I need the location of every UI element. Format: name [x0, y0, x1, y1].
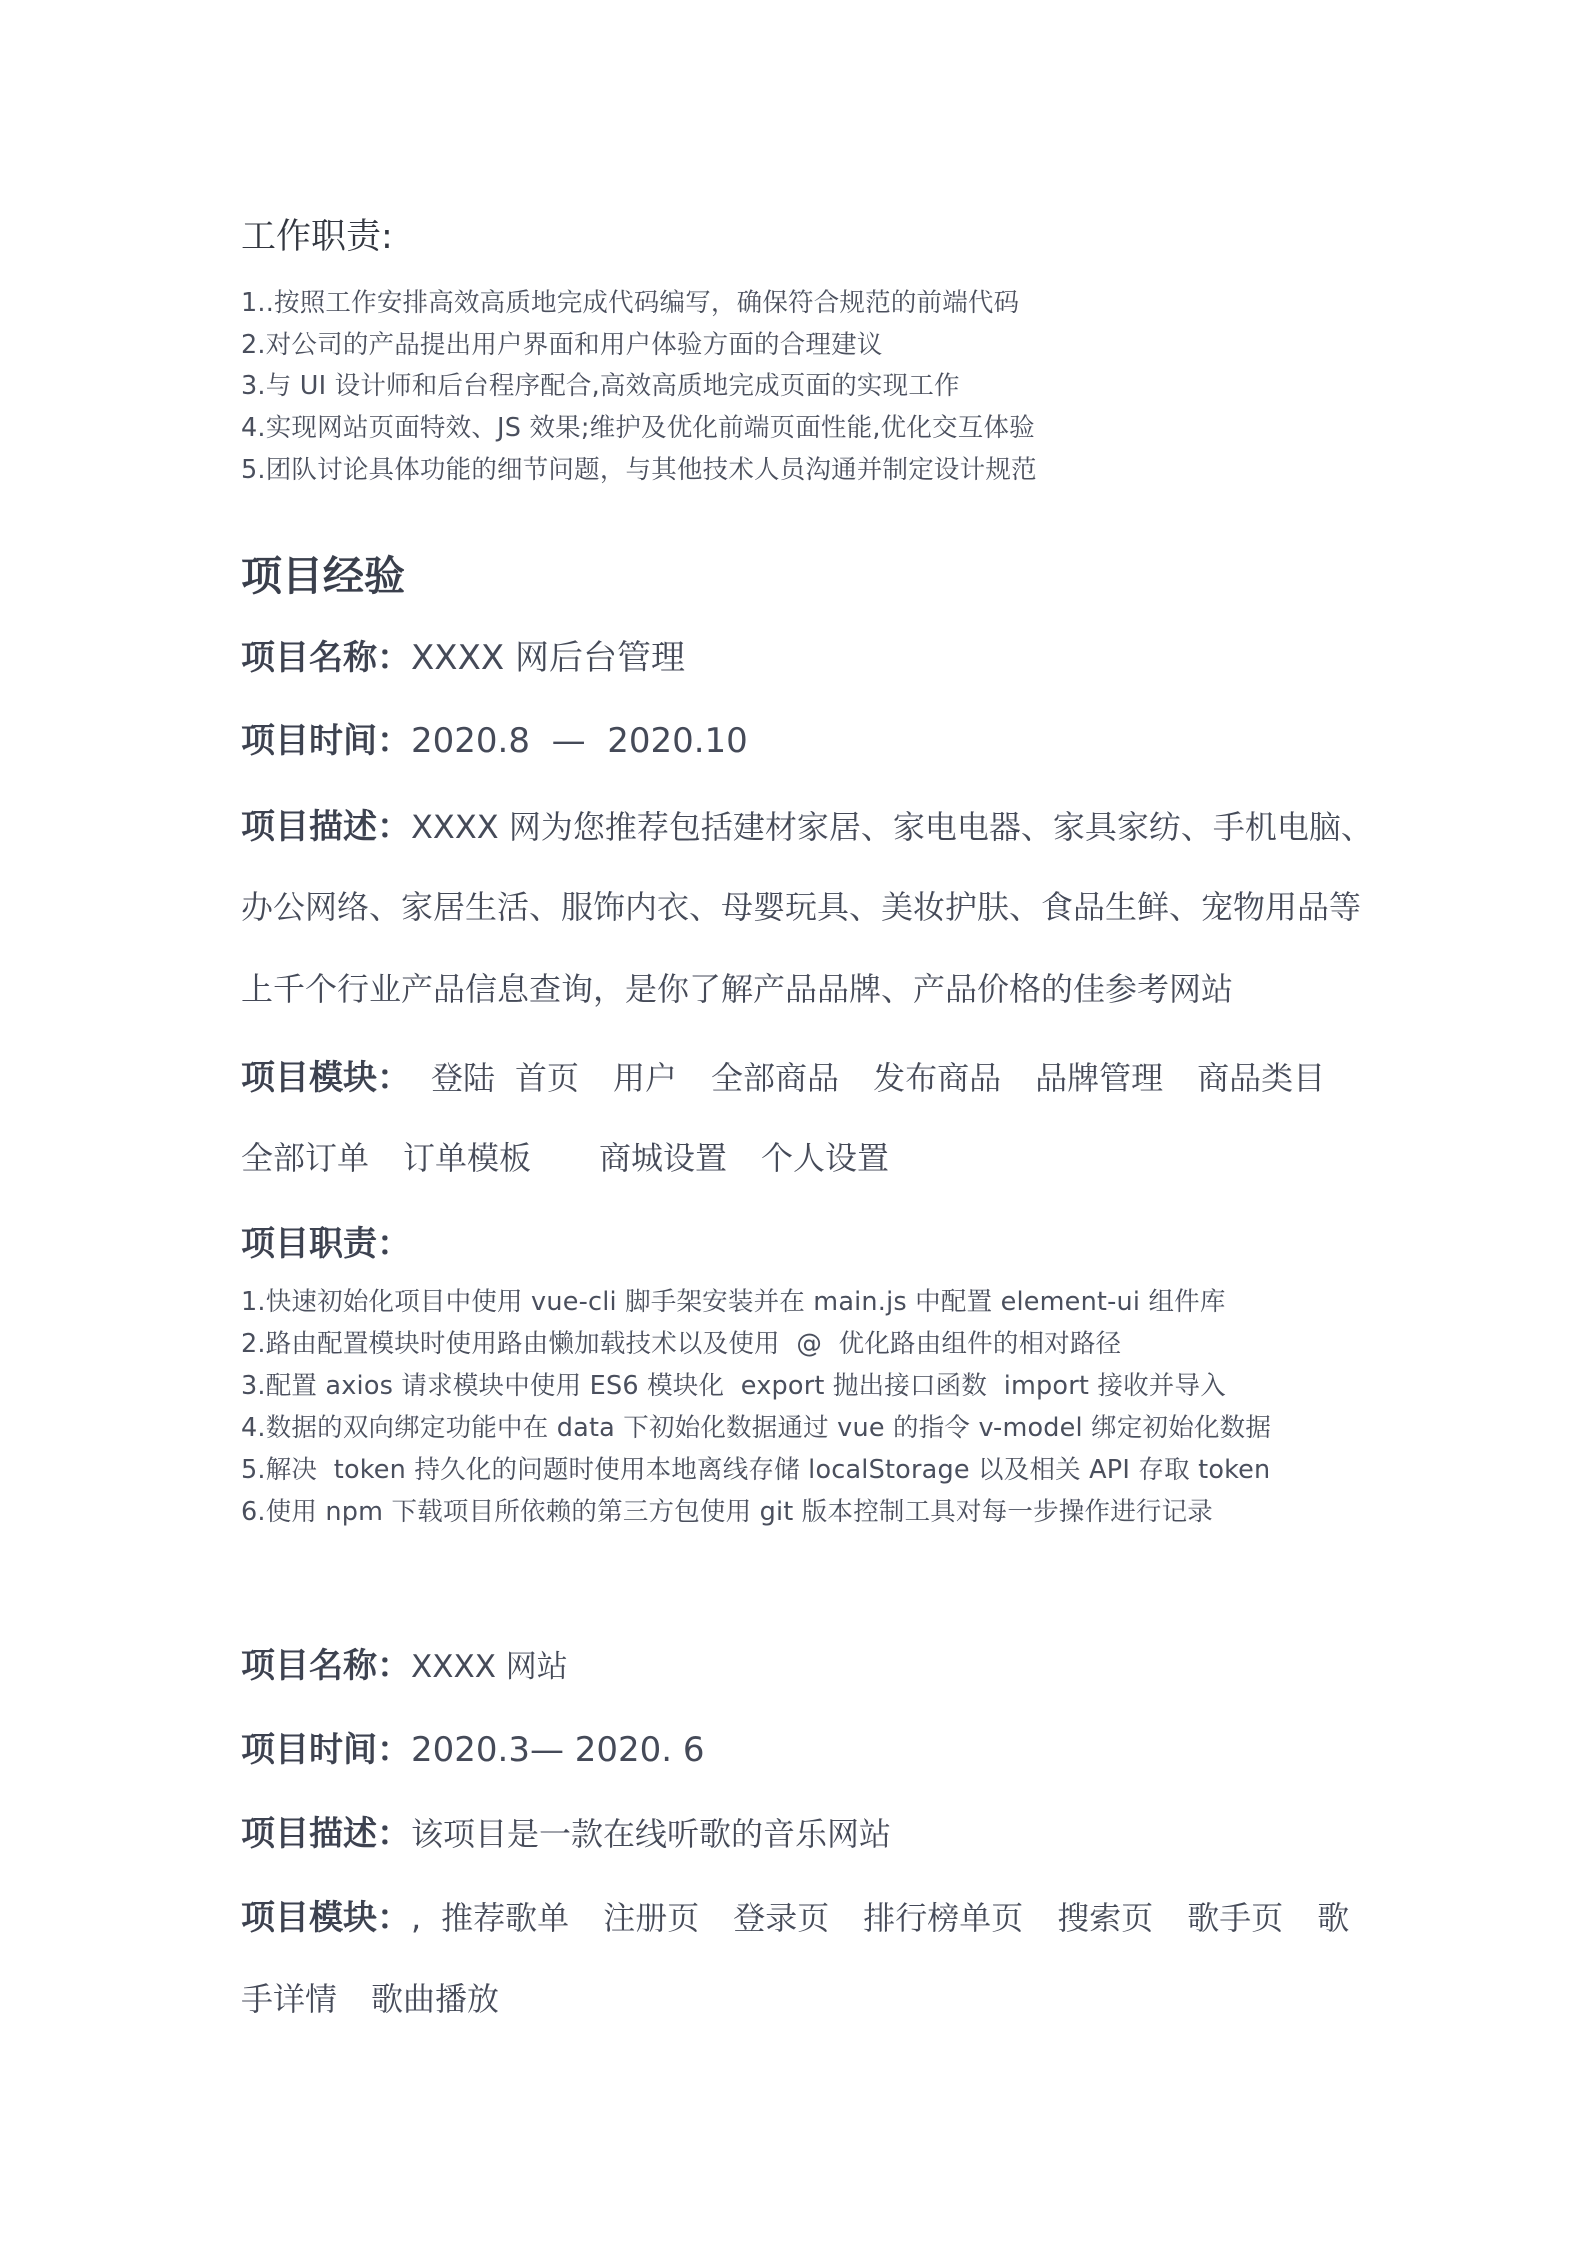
module-item: 品牌管理	[1035, 1059, 1164, 1097]
responsibility-item: 3.与 UI 设计师和后台程序配合,高效高质地完成页面的实现工作	[241, 371, 960, 401]
project1-modules-label: 项目模块：	[241, 1058, 411, 1098]
responsibility-item: 4.实现网站页面特效、JS 效果;维护及优化前端页面性能,优化交互体验	[241, 413, 1035, 443]
project2-time-label: 项目时间：	[241, 1730, 411, 1770]
project2-name: XXXX 网站	[411, 1649, 568, 1685]
project1-time: 2020.8 — 2020.10	[411, 721, 748, 761]
project1-name-label: 项目名称：	[241, 638, 411, 678]
module-item: 商城设置	[599, 1139, 728, 1177]
module-item: 歌曲播放	[371, 1980, 500, 2018]
module-item: 登陆	[431, 1059, 496, 1097]
project2-modules-row2	[241, 1974, 499, 2020]
project2-desc-label: 项目描述：	[241, 1814, 411, 1854]
duty-item: 4.数据的双向绑定功能中在 data 下初始化数据通过 vue 的指令 v-model 绑定初始化数据	[241, 1413, 1272, 1443]
module-item: 推荐歌单	[441, 1899, 570, 1937]
project2-desc: 该项目是一款在线听歌的音乐网站	[411, 1815, 892, 1853]
responsibility-item: 2.对公司的产品提出用户界面和用户体验方面的合理建议	[241, 330, 883, 360]
module-item: 登录页	[733, 1899, 830, 1937]
module-item: 个人设置	[761, 1139, 890, 1177]
module-item: 搜索页	[1057, 1899, 1154, 1937]
project1-duties-label: 项目职责：	[241, 1224, 411, 1264]
project1-modules-row	[241, 1050, 1325, 1099]
project1-name-row	[241, 630, 685, 679]
module-item: 全部订单	[241, 1139, 370, 1177]
module-item: 用户	[613, 1059, 678, 1097]
duty-item: 3.配置 axios 请求模块中使用 ES6 模块化 export 抛出接口函数 import 接收并导入	[241, 1371, 1226, 1401]
project2-time-row	[241, 1722, 705, 1771]
project1-duties-row	[241, 1216, 411, 1265]
duty-item: 2.路由配置模块时使用路由懒加载技术以及使用 @ 优化路由组件的相对路径	[241, 1329, 1122, 1359]
project1-desc-row	[241, 799, 1373, 848]
project1-time-label: 项目时间：	[241, 721, 411, 761]
project2-desc-row	[241, 1806, 891, 1855]
project2-modules-prefix: ,	[411, 1899, 422, 1937]
section-title: 项目经验	[241, 552, 405, 600]
responsibility-item: 1..按照工作安排高效高质地完成代码编写，确保符合规范的前端代码	[241, 288, 1020, 318]
module-item: 商品类目	[1197, 1059, 1326, 1097]
project1-desc-line2: 办公网络、家居生活、服饰内衣、母婴玩具、美妆护肤、食品生鲜、宠物用品等	[241, 888, 1362, 926]
duty-item: 1.快速初始化项目中使用 vue-cli 脚手架安装并在 main.js 中配置 element-ui 组件库	[241, 1287, 1226, 1317]
project1-desc-label: 项目描述：	[241, 807, 411, 847]
project1-modules-row2	[241, 1133, 889, 1179]
project2-name-row	[241, 1638, 568, 1687]
module-item: 发布商品	[873, 1059, 1002, 1097]
project2-modules-row	[241, 1890, 1349, 1939]
module-item: 注册页	[603, 1899, 700, 1937]
module-item: 订单模板	[403, 1139, 532, 1177]
module-item: 全部商品	[711, 1059, 840, 1097]
module-item: 首页	[515, 1059, 580, 1097]
responsibilities-title: 工作职责:	[241, 217, 393, 257]
module-item: 排行榜单页	[863, 1899, 1024, 1937]
project2-modules-label: 项目模块：	[241, 1898, 411, 1938]
duty-item: 5.解决 token 持久化的问题时使用本地离线存储 localStorage 以及相关 API 存取 token	[241, 1455, 1271, 1485]
project1-desc-line3: 上千个行业产品信息查询，是你了解产品品牌、产品价格的佳参考网站	[241, 970, 1234, 1008]
responsibility-item: 5.团队讨论具体功能的细节问题，与其他技术人员沟通并制定设计规范	[241, 455, 1037, 485]
project1-name: XXXX 网后台管理	[411, 638, 685, 678]
module-item: 歌手页	[1187, 1899, 1284, 1937]
module-item: 歌	[1317, 1899, 1350, 1937]
project1-time-row	[241, 713, 748, 762]
module-item: 手详情	[241, 1980, 338, 2018]
project2-time: 2020.3— 2020. 6	[411, 1730, 705, 1770]
project1-desc-line1: XXXX 网为您推荐包括建材家居、家电电器、家具家纺、手机电脑、	[411, 808, 1373, 846]
project2-name-label: 项目名称：	[241, 1646, 411, 1686]
duty-item: 6.使用 npm 下载项目所依赖的第三方包使用 git 版本控制工具对每一步操作进行记录	[241, 1497, 1214, 1527]
